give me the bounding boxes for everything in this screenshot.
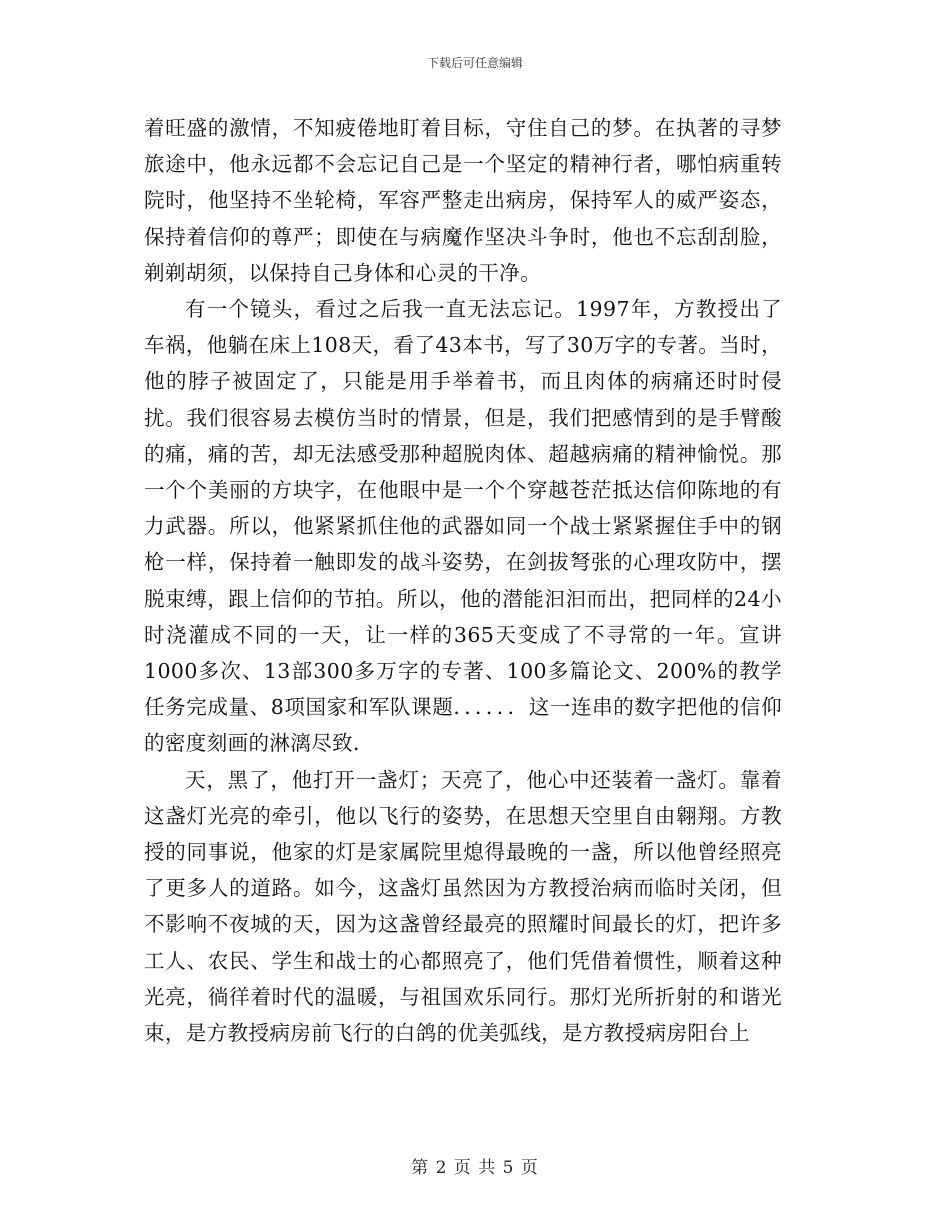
paragraph-accident: 有一个镜头，看过之后我一直无法忘记。1997年，方教授出了车祸，他躺在床上108天，看了43本书，写了30万字的专著。当时，他的脖子被固定了，只能是用手举着书，而且肉体的病痛还时时侵扰。我们很容易去模仿当时的情景，但是，我们把感情到的是手臂酸的痛，痛的苦，却无法感受那种超脱肉体、超越病痛的精神愉悦。那一个个美丽的方块字，在他眼中是一个个穿越苍茫抵达信仰陈地的有力武器。所以，他紧紧抓住他的武器如同一个战士紧紧握住手中的钢枪一样，保持着一触即发的战斗姿势，在剑拔弩张的心理攻防中，摆脱束缚，跟上信仰的节拍。所以，他的潜能汩汩而出，把同样的24小时浇灌成不同的一天，让一样的365天变成了不寻常的一年。宣讲1000多次、13部300多万字的专著、100多篇论文、200%的教学任务完成量、8项国家和军队课题．．．．．．这一连串的数字把他的信仰的密度刻画的淋漓尽致． [144, 297, 782, 756]
page-header: 下载后可任意编辑 [426, 56, 523, 70]
paragraph-lamp: 天，黑了，他打开一盏灯；天亮了，他心中还装着一盏灯。靠着这盏灯光亮的牵引，他以飞行的姿势，在思想天空里自由翱翔。方教授的同事说，他家的灯是家属院里熄得最晚的一盏，所以他曾经照亮了更多人的道路。如今，这盏灯虽然因为方教授治病而临时关闭，但不影响不夜城的天，因为这盏曾经最亮的照耀时间最长的灯，把许多工人、农民、学生和战士的心都照亮了，他们凭借着惯性，顺着这种光亮，徜徉着时代的温暖，与祖国欢乐同行。那灯光所折射的和谐光束，是方教授病房前飞行的白鸽的优美弧线，是方教授病房阳台上 [144, 767, 782, 1046]
paragraph-continued: 着旺盛的激情，不知疲倦地盯着目标，守住自己的梦。在执著的寻梦旅途中，他永远都不会忘记自己是一个坚定的精神行者，哪怕病重转院时，他坚持不坐轮椅，军容严整走出病房，保持军人的威严姿态，保持着信仰的尊严；即使在与病魔作坚决斗争时，他也不忘刮刮脸，剃剃胡须，以保持自己身体和心灵的干净。 [144, 116, 782, 285]
document-body [144, 110, 782, 1051]
page-number-footer: 第 2 页 共 5 页 [411, 1158, 539, 1178]
